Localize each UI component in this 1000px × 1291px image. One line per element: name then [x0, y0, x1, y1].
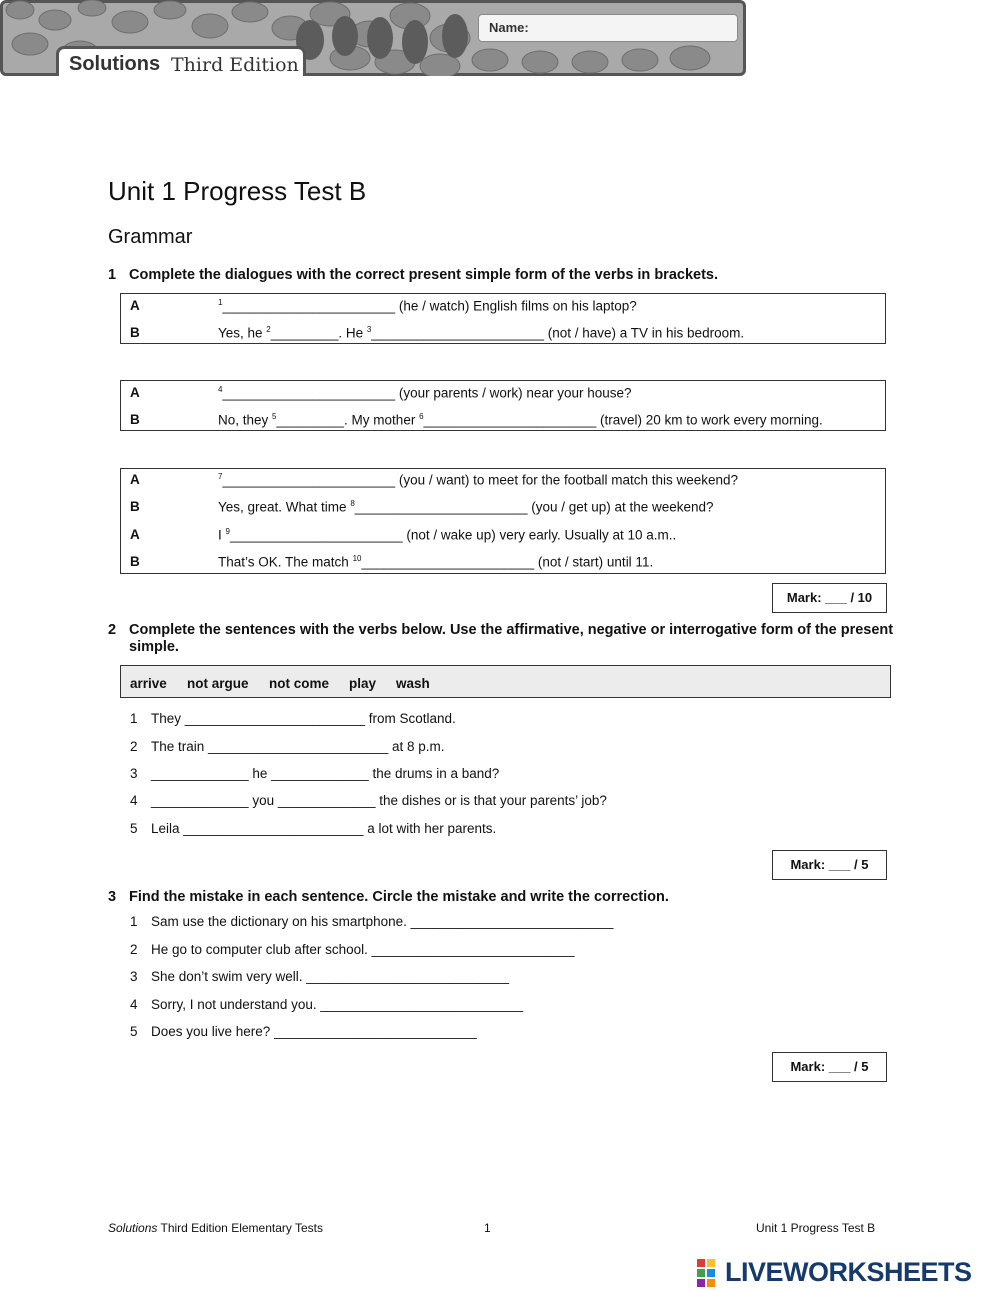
item-number: 4 [130, 793, 138, 808]
footer-left [108, 1221, 323, 1235]
gap-number: 1 [218, 298, 223, 307]
ex2-item[interactable] [130, 711, 456, 726]
ex3-item[interactable] [130, 942, 574, 957]
item-number: 5 [130, 1024, 138, 1039]
word-item: not argue [187, 676, 249, 691]
dialogue-segment: That’s OK. The match [218, 554, 353, 570]
item-text: They ________________________ from Scotland. [151, 711, 456, 726]
dialogue-segment: _______________________ (not / start) until 11. [361, 554, 654, 570]
logo-square [697, 1259, 705, 1267]
ex3-item[interactable] [130, 969, 509, 984]
ex3-number: 3 [108, 889, 117, 905]
item-number: 1 [130, 914, 138, 929]
gap-number: 7 [218, 472, 223, 481]
name-field[interactable] [478, 14, 738, 42]
item-number: 3 [130, 969, 138, 984]
dialogue-text [218, 527, 676, 543]
dialogue-segment: _________. He [270, 325, 367, 341]
logo-square [707, 1259, 715, 1267]
word-item: arrive [130, 676, 167, 691]
gap-number: 2 [266, 325, 271, 334]
header-banner [0, 0, 746, 76]
item-text: Sorry, I not understand you. ___________________________ [151, 997, 524, 1012]
item-number: 3 [130, 766, 138, 781]
item-text: Leila ________________________ a lot with her parents. [151, 821, 497, 836]
ex3-mark: Mark: ___ / 5 [772, 1052, 887, 1082]
logo-square [697, 1269, 705, 1277]
brand-name: Solutions [69, 53, 161, 75]
ex2-number: 2 [108, 622, 117, 638]
item-number: 2 [130, 942, 138, 957]
dialogue-text [218, 412, 823, 428]
item-number: 2 [130, 739, 138, 754]
ex3-instruction-text: Find the mistake in each sentence. Circle the mistake and write the correction. [129, 889, 669, 905]
ex1-instruction-text: Complete the dialogues with the correct present simple form of the verbs in brackets. [129, 267, 718, 283]
dialogue-segment: _______________________ (not / have) a TV in his bedroom. [371, 325, 745, 341]
speaker-label: B [130, 325, 140, 340]
ex2-item[interactable] [130, 766, 499, 781]
logo-square [697, 1279, 705, 1287]
section-title: Grammar [108, 226, 193, 248]
dialogue-segment: _______________________ (you / want) to meet for the football match this weekend? [222, 472, 739, 488]
speaker-label: B [130, 499, 140, 514]
dialogue-segment: Yes, he [218, 325, 267, 341]
word-item: not come [269, 676, 330, 691]
word-item: wash [396, 676, 430, 691]
brand-edition: Third Edition [171, 54, 299, 76]
dialogue-segment: _______________________ (travel) 20 km to work every morning. [423, 412, 823, 428]
speaker-label: A [130, 527, 140, 542]
dialogue-segment: _______________________ (he / watch) English films on his laptop? [222, 298, 637, 314]
item-text: Sam use the dictionary on his smartphone. ___________________________ [151, 914, 614, 929]
dialogue-text [218, 554, 653, 570]
gap-number: 3 [366, 325, 372, 334]
gap-number: 8 [350, 499, 355, 508]
item-text: The train ________________________ at 8 p.m. [151, 739, 445, 754]
dialogue-segment: _______________________ (you / get up) at the weekend? [354, 499, 714, 515]
speaker-label: A [130, 298, 140, 313]
footer-page-number: 1 [484, 1221, 491, 1235]
ex2-item[interactable] [130, 739, 445, 754]
item-text: She don’t swim very well. ___________________________ [151, 969, 510, 984]
name-label: Name: [489, 20, 529, 35]
logo-square [707, 1269, 715, 1277]
logo-square [707, 1279, 715, 1287]
dialogue-text [218, 499, 714, 515]
item-text: _____________ he _____________ the drums in a band? [151, 766, 500, 781]
footer-title: Third Edition Elementary Tests [157, 1221, 324, 1235]
item-number: 4 [130, 997, 138, 1012]
dialogue-text [218, 325, 744, 341]
ex3-item[interactable] [130, 997, 523, 1012]
item-number: 5 [130, 821, 138, 836]
ex2-instruction-text: Complete the sentences with the verbs below. Use the affirmative, negative or interrogative form of the present simple. [129, 622, 894, 655]
dialogue-segment: I [218, 527, 226, 543]
speaker-label: B [130, 554, 140, 569]
gap-number: 6 [419, 412, 424, 421]
page-title: Unit 1 Progress Test B [108, 176, 367, 206]
ex3-item[interactable] [130, 914, 613, 929]
dialogue-3 [120, 468, 886, 574]
item-text: He go to computer club after school. ___________________________ [151, 942, 575, 957]
gap-number: 10 [352, 554, 362, 563]
item-text: Does you live here? ___________________________ [151, 1024, 477, 1039]
footer-brand: Solutions [108, 1221, 158, 1235]
ex2-item[interactable] [130, 793, 607, 808]
dialogue-segment: _______________________ (your parents / work) near your house? [222, 385, 632, 401]
logo-text: LIVEWORKSHEETS [725, 1257, 972, 1287]
dialogue-text [218, 298, 637, 314]
dialogue-segment: No, they [218, 412, 273, 428]
dialogue-segment: _______________________ (not / wake up) very early. Usually at 10 a.m.. [229, 527, 677, 543]
gap-number: 9 [225, 527, 230, 536]
item-text: _____________ you _____________ the dishes or is that your parents’ job? [151, 793, 607, 808]
dialogue-2 [120, 380, 886, 431]
speaker-label: B [130, 412, 140, 427]
brand-tab [56, 46, 306, 76]
liveworksheets-logo [697, 1257, 994, 1287]
dialogue-segment: _________. My mother [276, 412, 420, 428]
footer-right: Unit 1 Progress Test B [756, 1221, 876, 1235]
ex2-item[interactable] [130, 821, 496, 836]
dialogue-1 [120, 293, 886, 344]
word-box [120, 665, 891, 698]
ex1-number: 1 [108, 267, 117, 283]
word-item: play [349, 676, 377, 691]
gap-number: 5 [272, 412, 277, 421]
speaker-label: A [130, 472, 140, 487]
ex3-item[interactable] [130, 1024, 477, 1039]
dialogue-segment: Yes, great. What time [218, 499, 351, 515]
gap-number: 4 [218, 385, 223, 394]
ex2-mark: Mark: ___ / 5 [772, 850, 887, 880]
dialogue-text [218, 385, 632, 401]
speaker-label: A [130, 385, 140, 400]
dialogue-text [218, 472, 738, 488]
item-number: 1 [130, 711, 138, 726]
ex1-mark: Mark: ___ / 10 [772, 583, 887, 613]
